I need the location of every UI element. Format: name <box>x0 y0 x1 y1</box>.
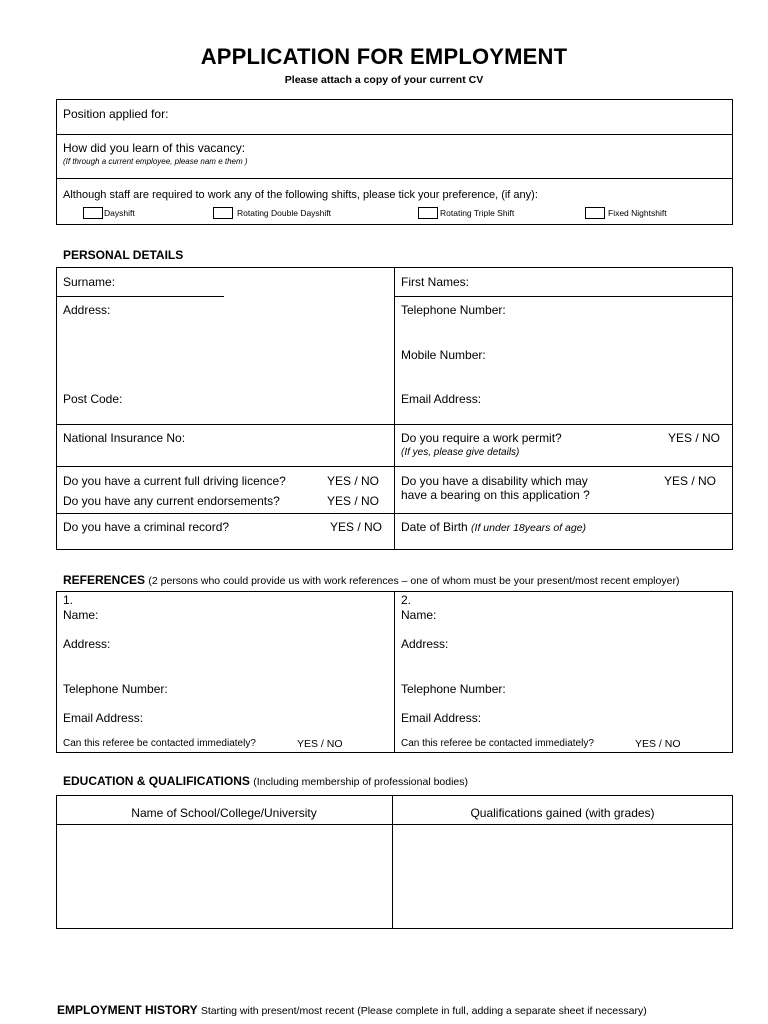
date-of-birth-label: Date of Birth <box>401 520 468 534</box>
reference-2-contact-yes-no[interactable]: YES / NO <box>635 738 681 750</box>
education-column-qualifications: Qualifications gained (with grades) <box>470 806 655 820</box>
checkbox-rotating-double-dayshift[interactable] <box>213 207 233 219</box>
reference-2-name-field[interactable]: Name: <box>401 608 437 622</box>
address-field[interactable]: Address: <box>63 303 111 317</box>
divider <box>56 134 733 135</box>
education-heading: EDUCATION & QUALIFICATIONS (Including membership of professional bodies) <box>63 774 469 788</box>
reference-1-email-field[interactable]: Email Address: <box>63 711 144 725</box>
vacancy-source-field[interactable]: How did you learn of this vacancy: <box>63 141 246 155</box>
divider <box>56 178 733 179</box>
reference-2-contact-question: Can this referee be contacted immediately? <box>401 738 594 749</box>
vacancy-note: (If through a current employee, please nam e them ) <box>63 157 248 166</box>
reference-2-number: 2. <box>401 593 412 607</box>
page-title: APPLICATION FOR EMPLOYMENT <box>200 44 568 69</box>
surname-field[interactable]: Surname: <box>63 275 116 289</box>
checkbox-dayshift[interactable] <box>83 207 103 219</box>
education-school-entry[interactable] <box>57 825 391 928</box>
reference-1-address-field[interactable]: Address: <box>63 637 111 651</box>
driving-licence-yes-no[interactable]: YES / NO <box>327 474 380 488</box>
reference-1-number: 1. <box>63 593 74 607</box>
divider <box>56 466 733 467</box>
shifts-intro: Although staff are required to work any of the following shifts, please tick your preference, (if any): <box>63 189 538 201</box>
employment-history-heading: EMPLOYMENT HISTORY Starting with present/most recent (Please complete in full, adding a separate sheet if necessary) <box>57 1003 647 1017</box>
reference-1-contact-yes-no[interactable]: YES / NO <box>297 738 343 750</box>
work-permit-yes-no[interactable]: YES / NO <box>668 431 721 445</box>
references-heading: REFERENCES (2 persons who could provide us with work references – one of whom must be your present/most recent employer) <box>63 573 680 587</box>
shift-label-rotating-triple-shift: Rotating Triple Shift <box>440 208 515 218</box>
email-field[interactable]: Email Address: <box>401 392 482 406</box>
disability-question-line1: Do you have a disability which may <box>401 474 588 488</box>
criminal-record-yes-no[interactable]: YES / NO <box>330 520 383 534</box>
education-column-school: Name of School/College/University <box>131 806 317 820</box>
divider <box>56 424 733 425</box>
disability-question-line2: have a bearing on this application ? <box>401 488 590 502</box>
reference-2-address-field[interactable]: Address: <box>401 637 449 651</box>
position-applied-field[interactable]: Position applied for: <box>63 107 169 121</box>
checkbox-fixed-nightshift[interactable] <box>585 207 605 219</box>
personal-details-heading: PERSONAL DETAILS <box>63 248 184 262</box>
telephone-field[interactable]: Telephone Number: <box>401 303 506 317</box>
checkbox-rotating-triple-shift[interactable] <box>418 207 438 219</box>
shift-label-rotating-double-dayshift: Rotating Double Dayshift <box>237 208 332 218</box>
references-note: (2 persons who could provide us with work references – one of whom must be your present/most recent employer) <box>148 575 680 587</box>
disability-yes-no[interactable]: YES / NO <box>664 474 717 488</box>
page-subtitle: Please attach a copy of your current CV <box>284 74 484 86</box>
education-qualifications-entry[interactable] <box>393 825 732 928</box>
divider <box>394 296 733 297</box>
reference-1-telephone-field[interactable]: Telephone Number: <box>63 682 168 696</box>
first-names-field[interactable]: First Names: <box>401 275 470 289</box>
work-permit-question: Do you require a work permit? <box>401 431 562 445</box>
criminal-record-question: Do you have a criminal record? <box>63 520 230 534</box>
mobile-field[interactable]: Mobile Number: <box>401 348 486 362</box>
column-divider <box>394 267 395 550</box>
endorsements-yes-no[interactable]: YES / NO <box>327 494 380 508</box>
date-of-birth-note: (If under 18years of age) <box>471 522 587 534</box>
divider <box>56 513 733 514</box>
national-insurance-field[interactable]: National Insurance No: <box>63 431 186 445</box>
post-code-field[interactable]: Post Code: <box>63 392 123 406</box>
shift-label-fixed-nightshift: Fixed Nightshift <box>608 208 667 218</box>
employment-history-note: Starting with present/most recent (Please complete in full, adding a separate sheet if necessary) <box>200 1005 647 1017</box>
reference-2-telephone-field[interactable]: Telephone Number: <box>401 682 506 696</box>
reference-2-email-field[interactable]: Email Address: <box>401 711 482 725</box>
column-divider <box>394 591 395 753</box>
date-of-birth-field[interactable] <box>401 520 586 534</box>
reference-1-contact-question: Can this referee be contacted immediately? <box>63 738 256 749</box>
divider <box>56 296 224 297</box>
education-note: (Including membership of professional bodies) <box>253 776 469 788</box>
driving-licence-question: Do you have a current full driving licence? <box>63 474 286 488</box>
shift-label-dayshift: Dayshift <box>104 208 135 218</box>
work-permit-note: (If yes, please give details) <box>401 447 520 458</box>
endorsements-question: Do you have any current endorsements? <box>63 494 280 508</box>
reference-1-name-field[interactable]: Name: <box>63 608 99 622</box>
